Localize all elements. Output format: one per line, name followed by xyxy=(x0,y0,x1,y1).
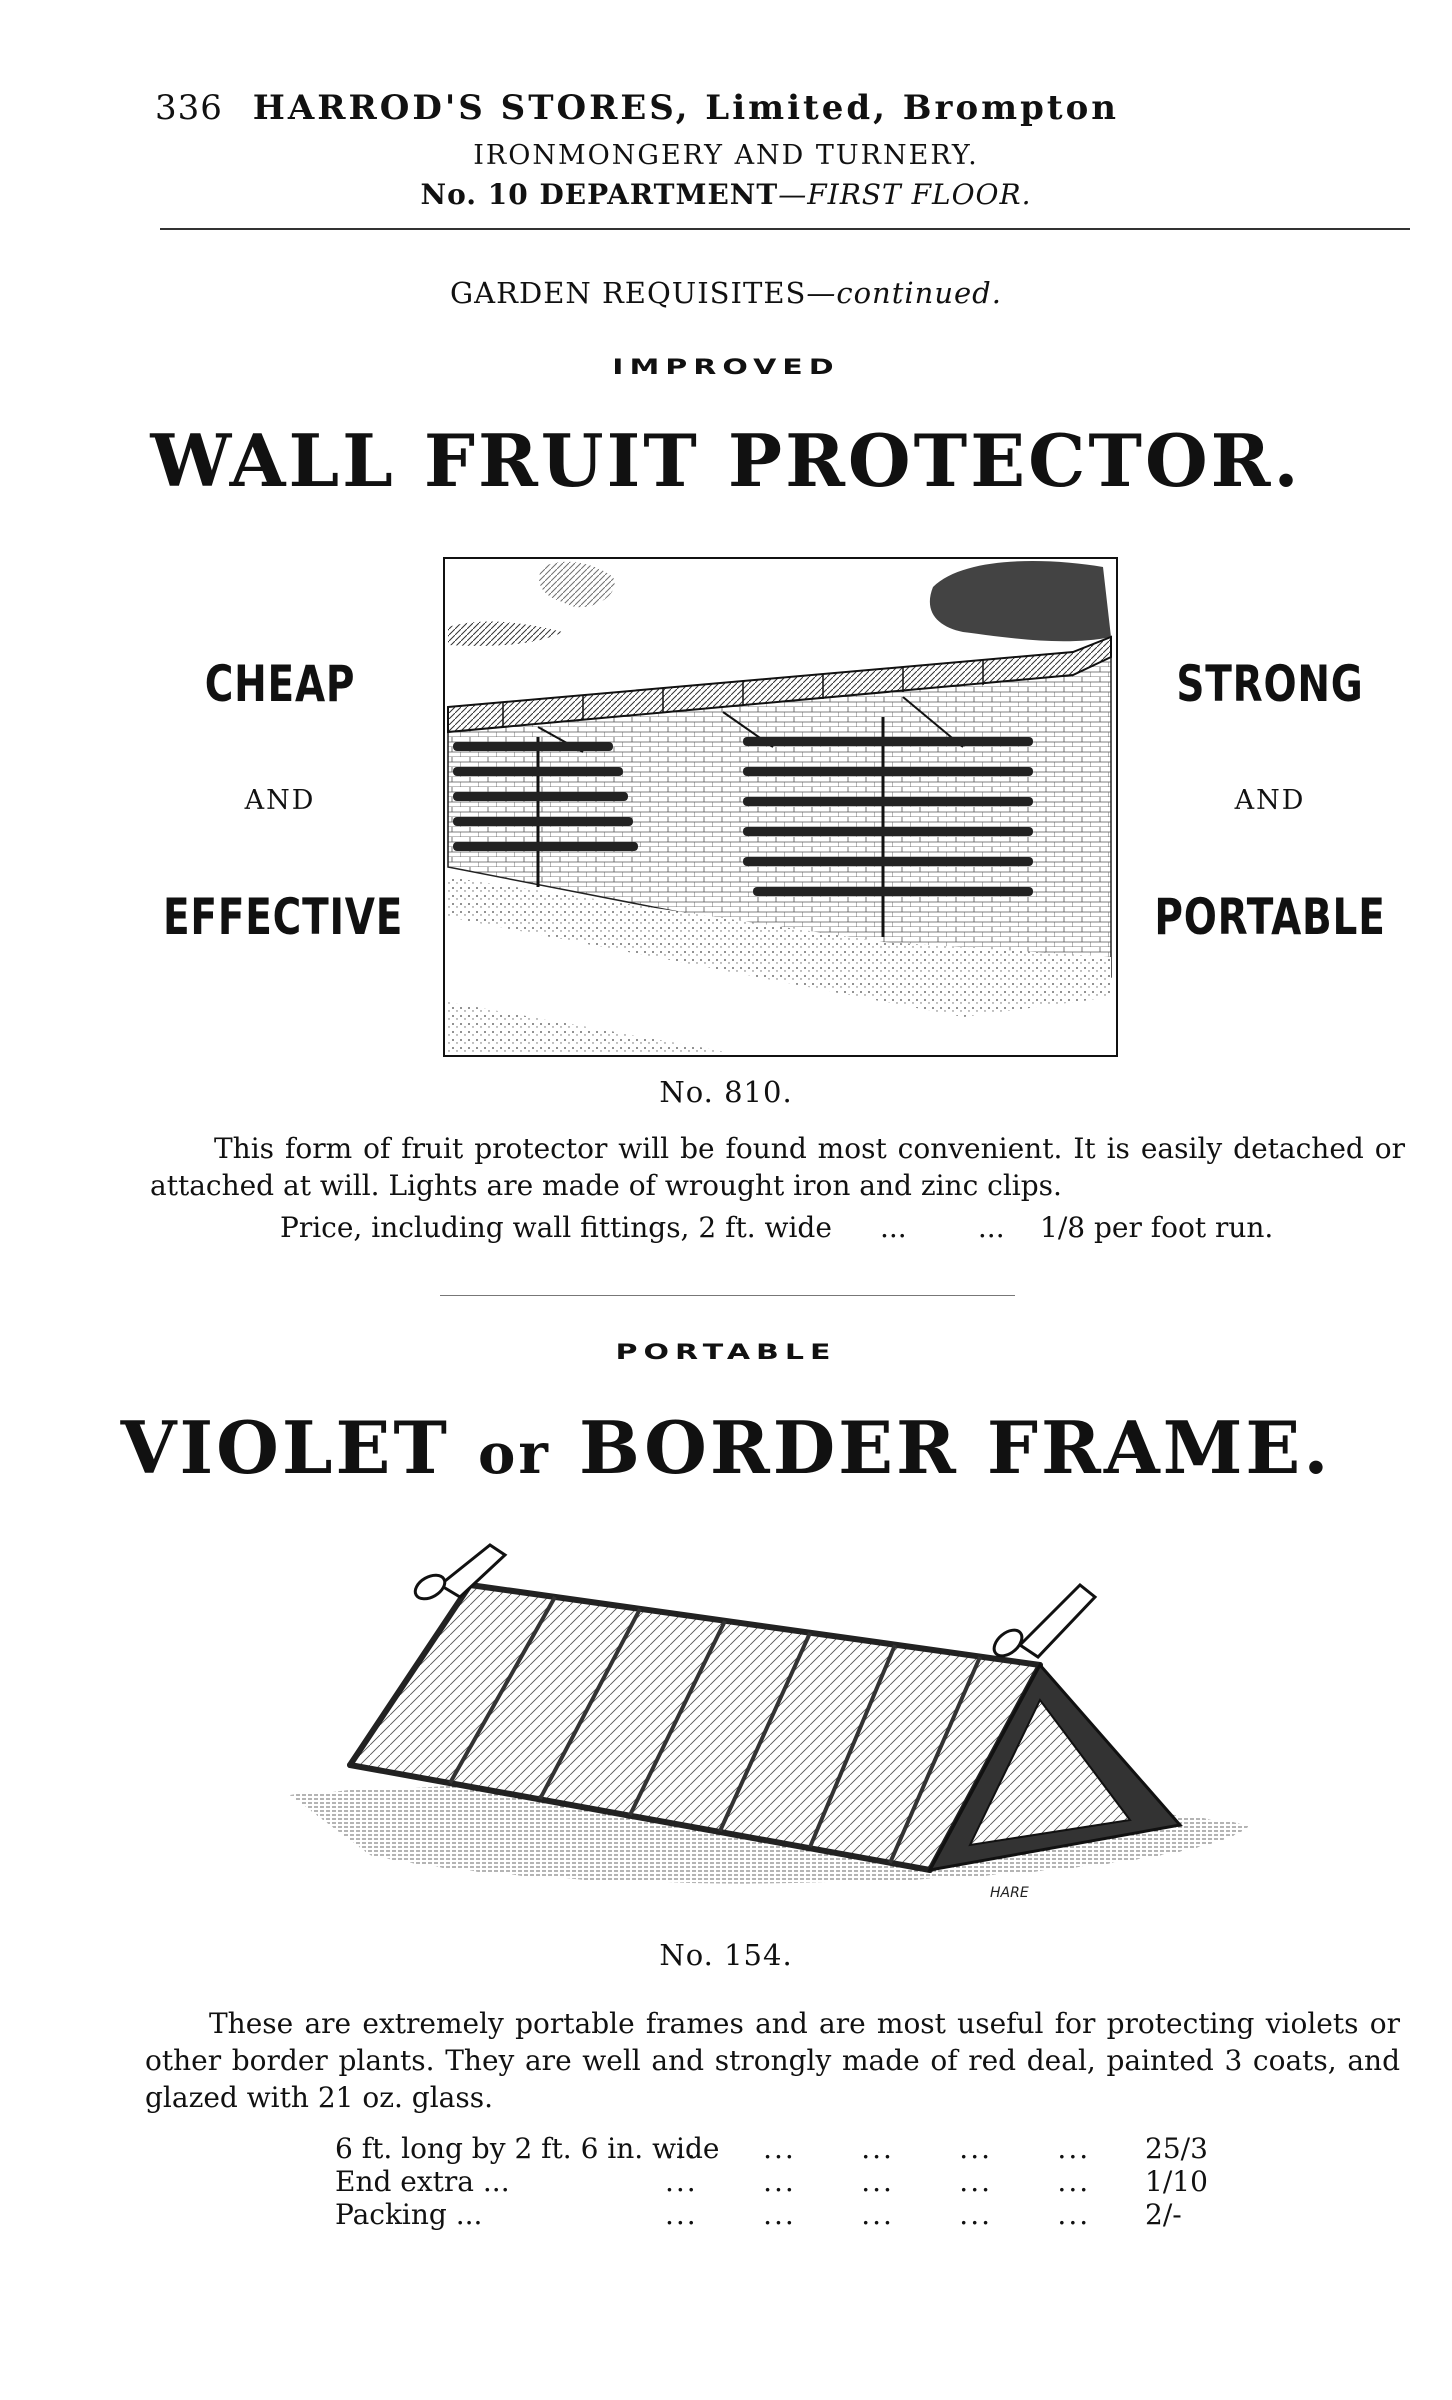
product1-title: WALL FRUIT PROTECTOR. xyxy=(150,418,1302,503)
wall-fruit-protector-illustration xyxy=(443,557,1118,1057)
right-and-label: AND xyxy=(1234,785,1306,816)
product1-description-text: This form of fruit protector will be found most convenient. It is easily detached or attached at will. Lights are made of wrought iron and zinc clips. xyxy=(150,1132,1405,1202)
section-heading xyxy=(0,276,1452,310)
product1-price-value: 1/8 per foot run. xyxy=(1040,1211,1274,1244)
price-row-value: 1/10 xyxy=(1145,2165,1208,2198)
product2-title xyxy=(0,1405,1452,1490)
left-and-label: AND xyxy=(244,785,316,816)
right-top-label: STRONG xyxy=(1176,655,1364,713)
left-top-label: CHEAP xyxy=(204,655,356,713)
department-info xyxy=(0,178,1452,211)
product1-description xyxy=(150,1130,1405,1204)
product1-price-label: Price, including wall fittings, 2 ft. wide xyxy=(280,1211,832,1244)
price-row-value: 25/3 xyxy=(1145,2132,1208,2165)
product2-title-part3: BORDER FRAME. xyxy=(578,1405,1332,1490)
department-number: No. 10 DEPARTMENT xyxy=(420,178,779,211)
store-name: HARROD'S STORES, Limited, Brompton xyxy=(252,88,1119,128)
left-bottom-label: EFFECTIVE xyxy=(163,888,404,946)
product1-price-dots: ... ... xyxy=(880,1211,1005,1244)
price-row-value: 2/- xyxy=(1145,2198,1182,2231)
department-line: IRONMONGERY AND TURNERY. xyxy=(473,140,979,171)
section-continued: —continued. xyxy=(806,276,1002,310)
page-number: 336 xyxy=(155,88,223,128)
price-row-label: 6 ft. long by 2 ft. 6 in. wide xyxy=(335,2132,720,2165)
price-row-dots: ... ... ... ... ... xyxy=(665,2132,1091,2165)
price-row-label: Packing ... xyxy=(335,2198,483,2231)
price-row-dots: ... ... ... ... ... xyxy=(665,2165,1091,2198)
divider-rule xyxy=(440,1295,1015,1296)
product2-number: No. 154. xyxy=(659,1938,793,1972)
header-rule xyxy=(160,228,1410,230)
product2-title-part2: or xyxy=(478,1421,551,1487)
violet-border-frame-illustration xyxy=(290,1525,1250,1915)
price-row-label: End extra ... xyxy=(335,2165,510,2198)
product1-number: No. 810. xyxy=(659,1075,793,1109)
price-row-dots: ... ... ... ... ... xyxy=(665,2198,1091,2231)
price-row xyxy=(335,2132,1235,2165)
page-header xyxy=(155,88,1355,128)
product2-title-part1: VIOLET xyxy=(120,1405,450,1490)
department-floor: —FIRST FLOOR. xyxy=(778,178,1032,211)
price-row xyxy=(335,2198,1235,2231)
product2-description-text: These are extremely portable frames and are most useful for protecting violets or other border plants. They are well and strongly made of red deal, painted 3 coats, and glazed with 21 oz. glass. xyxy=(145,2007,1400,2114)
product2-kicker: PORTABLE xyxy=(615,1340,837,1365)
product2-price-list xyxy=(335,2132,1235,2231)
product2-description xyxy=(145,2005,1400,2116)
section-title: GARDEN REQUISITES xyxy=(450,276,807,310)
engraver-signature: HARE xyxy=(990,1885,1029,1901)
right-bottom-label: PORTABLE xyxy=(1154,888,1386,946)
product1-kicker: IMPROVED xyxy=(612,355,840,380)
price-row xyxy=(335,2165,1235,2198)
